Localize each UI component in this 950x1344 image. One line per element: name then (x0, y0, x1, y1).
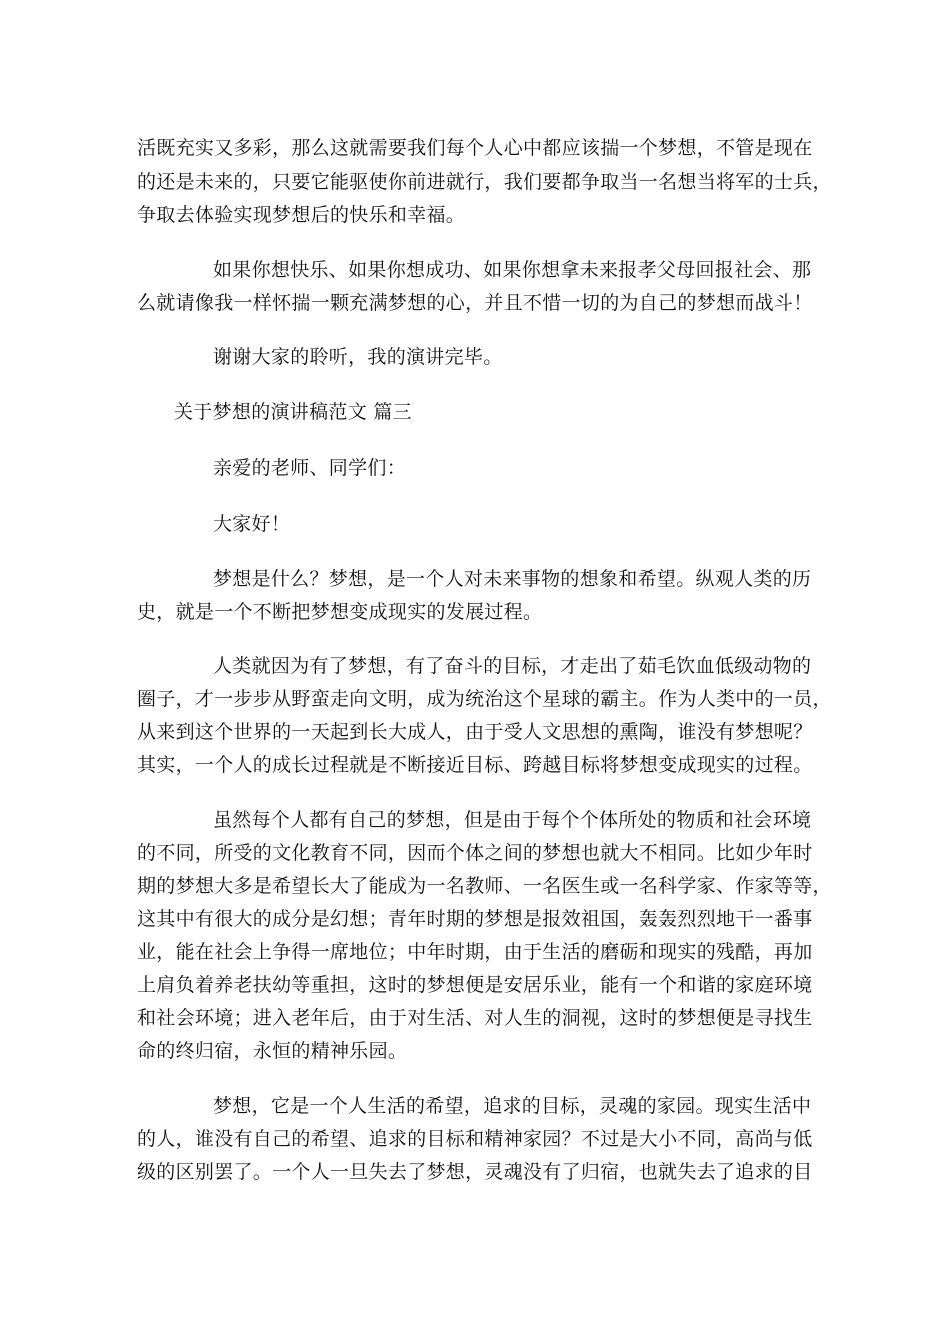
text-line: 争取去体验实现梦想后的快乐和幸福。 (137, 204, 466, 226)
text-line: 圈子，才一步步从野蛮走向文明，成为统治这个星球的霸主。作为人类中的一员， (137, 688, 832, 710)
text-line: 大家好！ (213, 513, 291, 535)
text-line: 梦想是什么？梦想，是一个人对未来事物的想象和希望。纵观人类的历 (213, 568, 812, 590)
text-line: 的人，谁没有自己的希望、追求的目标和精神家园？不过是大小不同，高尚与低 (137, 1128, 813, 1150)
text-line: 的还是未来的，只要它能驱使你前进就行，我们要都争取当一名想当将军的士兵， (137, 171, 832, 193)
text-line: 人类就因为有了梦想，有了奋斗的目标，才走出了茹毛饮血低级动物的 (213, 655, 812, 677)
text-line: 级的区别罢了。一个人一旦失去了梦想，灵魂没有了归宿，也就失去了追求的目 (137, 1161, 813, 1183)
text-line: 这其中有很大的成分是幻想；青年时期的梦想是报效祖国，轰轰烈烈地干一番事 (137, 908, 813, 930)
text-line: 活既充实又多彩，那么这就需要我们每个人心中都应该揣一个梦想，不管是现在 (137, 137, 813, 159)
text-line: 从来到这个世界的一天起到长大成人，由于受人文思想的熏陶，谁没有梦想呢？ (137, 721, 813, 743)
text-line: 亲爱的老师、同学们： (213, 457, 407, 479)
text-line: 谢谢大家的聆听，我的演讲完毕。 (213, 346, 503, 368)
text-line: 期的梦想大多是希望长大了能成为一名教师、一名医生或一名科学家、作家等等， (137, 875, 832, 897)
text-line: 上肩负着养老扶幼等重担，这时的梦想便是安居乐业，能有一个和谐的家庭环境 (137, 974, 813, 996)
text-line: 命的终归宿，永恒的精神乐园。 (137, 1040, 408, 1062)
text-line: 其实，一个人的成长过程就是不断接近目标、跨越目标将梦想变成现实的过程。 (137, 754, 813, 776)
text-line: 和社会环境；进入老年后，由于对生活、对人生的洞视，这时的梦想便是寻找生 (137, 1007, 813, 1029)
text-line: 史，就是一个不断把梦想变成现实的发展过程。 (137, 601, 543, 623)
text-line: 的不同，所受的文化教育不同，因而个体之间的梦想也就大不相同。比如少年时 (137, 842, 813, 864)
text-line: 如果你想快乐、如果你想成功、如果你想拿未来报孝父母回报社会、那 (213, 259, 812, 281)
text-line: 么就请像我一样怀揣一颗充满梦想的心，并且不惜一切的为自己的梦想而战斗！ (137, 292, 813, 314)
text-line: 虽然每个人都有自己的梦想，但是由于每个个体所处的物质和社会环境 (213, 809, 812, 831)
section-title: 关于梦想的演讲稿范文 篇三 (174, 401, 412, 423)
text-line: 业，能在社会上争得一席地位；中年时期，由于生活的磨砺和现实的残酷，再加 (137, 941, 813, 963)
text-line: 梦想，它是一个人生活的希望，追求的目标，灵魂的家园。现实生活中 (213, 1095, 812, 1117)
